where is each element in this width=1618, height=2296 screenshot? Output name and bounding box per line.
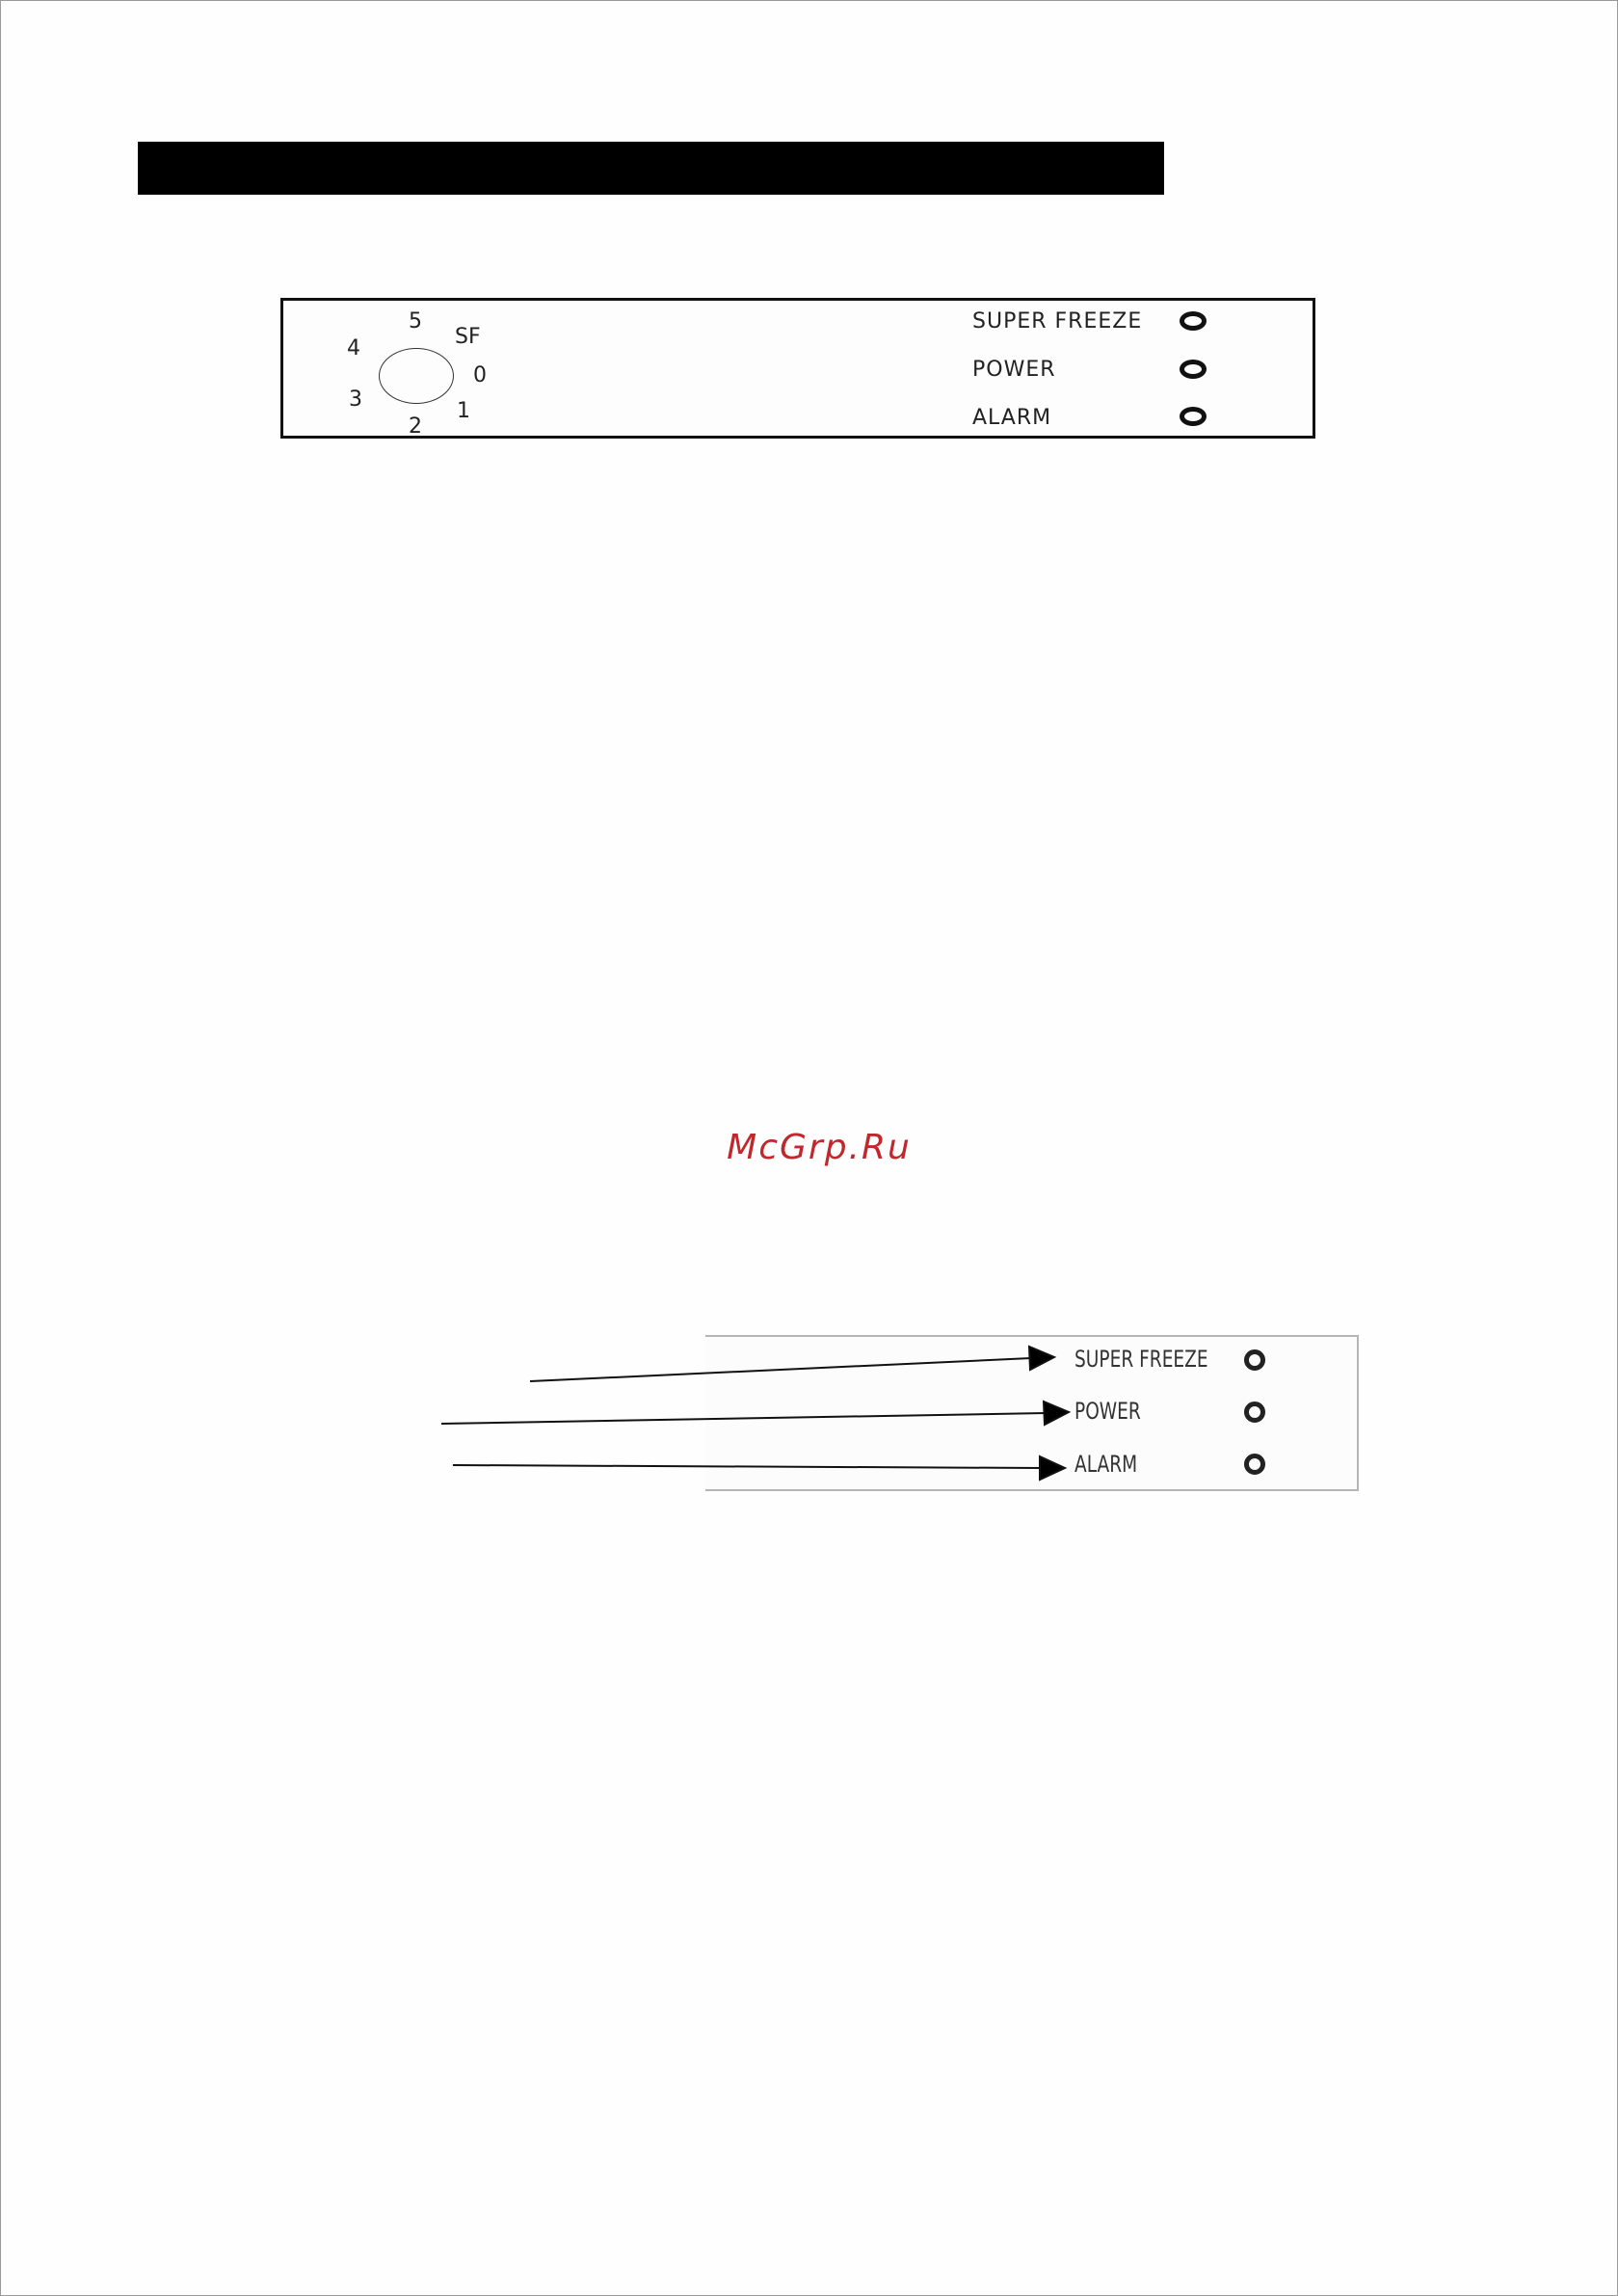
indicator-label-power-2: POWER (1074, 1398, 1141, 1425)
indicator-label-super-freeze: SUPER FREEZE (972, 309, 1143, 334)
indicator-label-power: POWER (972, 358, 1056, 382)
dial-label-0: 0 (473, 363, 487, 387)
dial-label-sf: SF (455, 325, 481, 349)
arrow-super-freeze (530, 1347, 1054, 1381)
arrow-power (441, 1402, 1069, 1425)
indicator-label-alarm-2: ALARM (1074, 1451, 1138, 1478)
arrow-alarm (453, 1456, 1065, 1480)
dial-label-3: 3 (349, 387, 362, 412)
indicator-label-alarm: ALARM (972, 406, 1052, 430)
dial-label-1: 1 (457, 399, 470, 423)
dial-label-5: 5 (409, 309, 422, 334)
watermark: McGrp.Ru (727, 1128, 912, 1167)
indicator-label-super-freeze-2: SUPER FREEZE (1074, 1346, 1208, 1373)
dial-label-2: 2 (409, 414, 422, 439)
dial-label-4: 4 (347, 336, 360, 360)
